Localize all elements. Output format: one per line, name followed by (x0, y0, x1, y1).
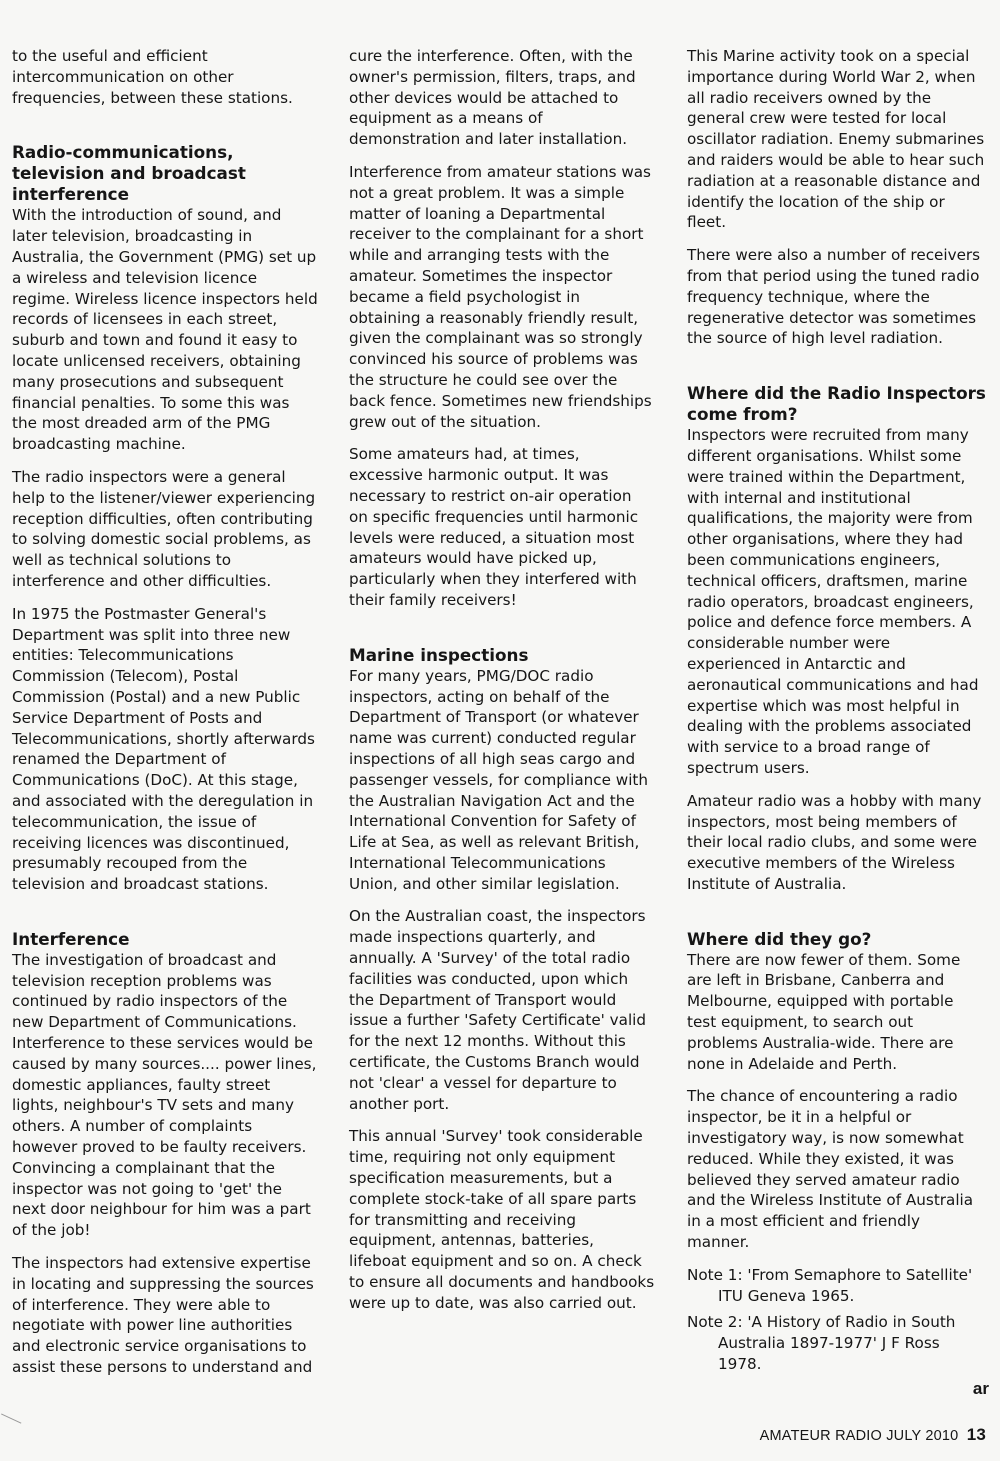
scan-edge-mark (1, 1413, 22, 1424)
paragraph: There are now fewer of them. Some are left in Brisbane, Canberra and Melbourne, equipped with portable test equipment, to search out problems Australia-wide. There are none in Adelaide and Perth. (687, 950, 961, 1073)
column-3 (687, 46, 987, 1399)
paragraph: This annual 'Survey' took considerable time, requiring not only equipment specification measurements, but a complete stock-take of all spare parts for transmitting and receiving equipment, antennas, batteries, lifeboat equipment and so on. A check to ensure all documents and handbooks were up to date, was also carried out. (349, 1127, 655, 1312)
paragraph: This Marine activity took on a special importance during World War 2, when all radio receivers owned by the general crew were tested for local oscillator radiation. Enemy submarines and raiders would be able to hear such radiation at a reasonable distance and identify the location of the ship or fleet. (687, 47, 985, 232)
section-heading-interference: Interference (12, 928, 130, 949)
section-heading-where-go: Where did they go? (687, 928, 872, 949)
column-2 (349, 46, 655, 1326)
paragraph: In 1975 the Postmaster General's Department was split into three new entities: Telecommunications Commission (Telecom), Postal Commission (Postal) and a new Public Service Department of Posts and Telecommunications, shortly afterwards renamed the Department of Communications (DoC). At this stage, and associated with the deregulation in telecommunication, the issue of receiving licences was discontinued, presumably recouped from the television and broadcast stations. (12, 604, 315, 894)
article-end-mark: ar (972, 1378, 989, 1398)
paragraph: There were also a number of receivers from that period using the tuned radio frequency technique, where the regenerative detector was sometimes the source of high level radiation. (687, 246, 981, 348)
paragraph: The inspectors had extensive expertise in locating and suppressing the sources of interference. They were able to negotiate with power line authorities and electronic service organisations to assist these persons to understand and (12, 1254, 314, 1377)
footnote-2: Note 2: 'A History of Radio in South Australia 1897-1977' J F Ross 1978. (687, 1313, 956, 1374)
paragraph: Inspectors were recruited from many different organisations. Whilst some were trained within the Department, with internal and institutional qualifications, the majority were from other organisations, where they had been communications engineers, technical officers, draftsmen, marine radio operators, broadcast engineers, police and defence force members. A considerable number were experienced in Antarctic and aeronautical communications and had expertise which was most helpful in dealing with the problems associated with service to a broad range of spectrum users. (687, 426, 979, 777)
paragraph: With the introduction of sound, and later television, broadcasting in Australia, the Government (PMG) set up a wireless and television licence regime. Wireless licence inspectors held records of licensees in each street, suburb and town and found it easy to locate unlicensed receivers, obtaining many prosecutions and subsequent financial penalties. To some this was the most dreaded arm of the PMG broadcasting machine. (12, 206, 318, 454)
paragraph: The chance of encountering a radio inspector, be it in a helpful or investigatory way, is now somewhat reduced. While they existed, it was believed they served amateur radio and the Wireless Institute of Australia in a most efficient and friendly manner. (687, 1087, 974, 1252)
paragraph: cure the interference. Often, with the owner's permission, filters, traps, and other devices would be attached to equipment as a means of demonstration and later installation. (349, 47, 636, 149)
paragraph: Some amateurs had, at times, excessive harmonic output. It was necessary to restrict on-air operation on specific frequencies until harmonic levels were reduced, a situation most amateurs would have picked up, particularly when they interfered with their family receivers! (349, 445, 639, 609)
section-heading-where-from: Where did the Radio Inspectors come from? (687, 383, 986, 425)
section-heading-broadcast-interference: Radio-communications, television and broadcast interference (12, 142, 246, 205)
paragraph: The radio inspectors were a general help to the listener/viewer experiencing reception difficulties, often contributing to solving domestic social problems, as well as technical solutions to interference and other difficulties. (12, 467, 316, 590)
section-heading-marine-inspections: Marine inspections (349, 644, 529, 665)
page-footer (760, 1425, 986, 1445)
page-number: 13 (966, 1425, 986, 1444)
paragraph: to the useful and efficient intercommunication on other frequencies, between these stations. (12, 47, 293, 107)
footnote-1: Note 1: 'From Semaphore to Satellite' ITU Geneva 1965. (687, 1265, 973, 1305)
column-1 (12, 46, 318, 1390)
footer-publication: AMATEUR RADIO JULY 2010 (759, 1428, 959, 1444)
paragraph: Amateur radio was a hobby with many inspectors, most being members of their local radio clubs, and some were executive members of the Wireless Institute of Australia. (687, 791, 982, 893)
paragraph: Interference from amateur stations was not a great problem. It was a simple matter of loaning a Departmental receiver to the complainant for a short while and arranging tests with the amateur. Sometimes the inspector became a field psychologist in obtaining a reasonably friendly result, given the complainant was so strongly convinced his source of problems was the structure he could see over the back fence. Sometimes new friendships grew out of the situation. (349, 162, 652, 431)
paragraph: For many years, PMG/DOC radio inspectors, acting on behalf of the Department of Transport (or whatever name was current) conducted regular inspections of all high seas cargo and passenger vessels, for compliance with the Australian Navigation Act and the International Convention for Safety of Life at Sea, as well as relevant British, International Telecommunications Union, and other similar legislation. (349, 666, 648, 893)
paragraph: On the Australian coast, the inspectors made inspections quarterly, and annually. A 'Survey' of the total radio facilities was conducted, upon which the Department of Transport would issue a further 'Safety Certificate' valid for the next 12 months. Without this certificate, the Customs Branch would not 'clear' a vessel for departure to another port. (349, 907, 647, 1113)
paragraph: The investigation of broadcast and television reception problems was continued by radio inspectors of the new Department of Communications. Interference to these services would be caused by many sources.... power lines, domestic appliances, faulty street lights, neighbour's TV sets and many others. A number of complaints however proved to be faulty receivers. Convincing a complainant that the inspector was not going to 'get' the next door neighbour for him was a part of the job! (12, 950, 317, 1240)
